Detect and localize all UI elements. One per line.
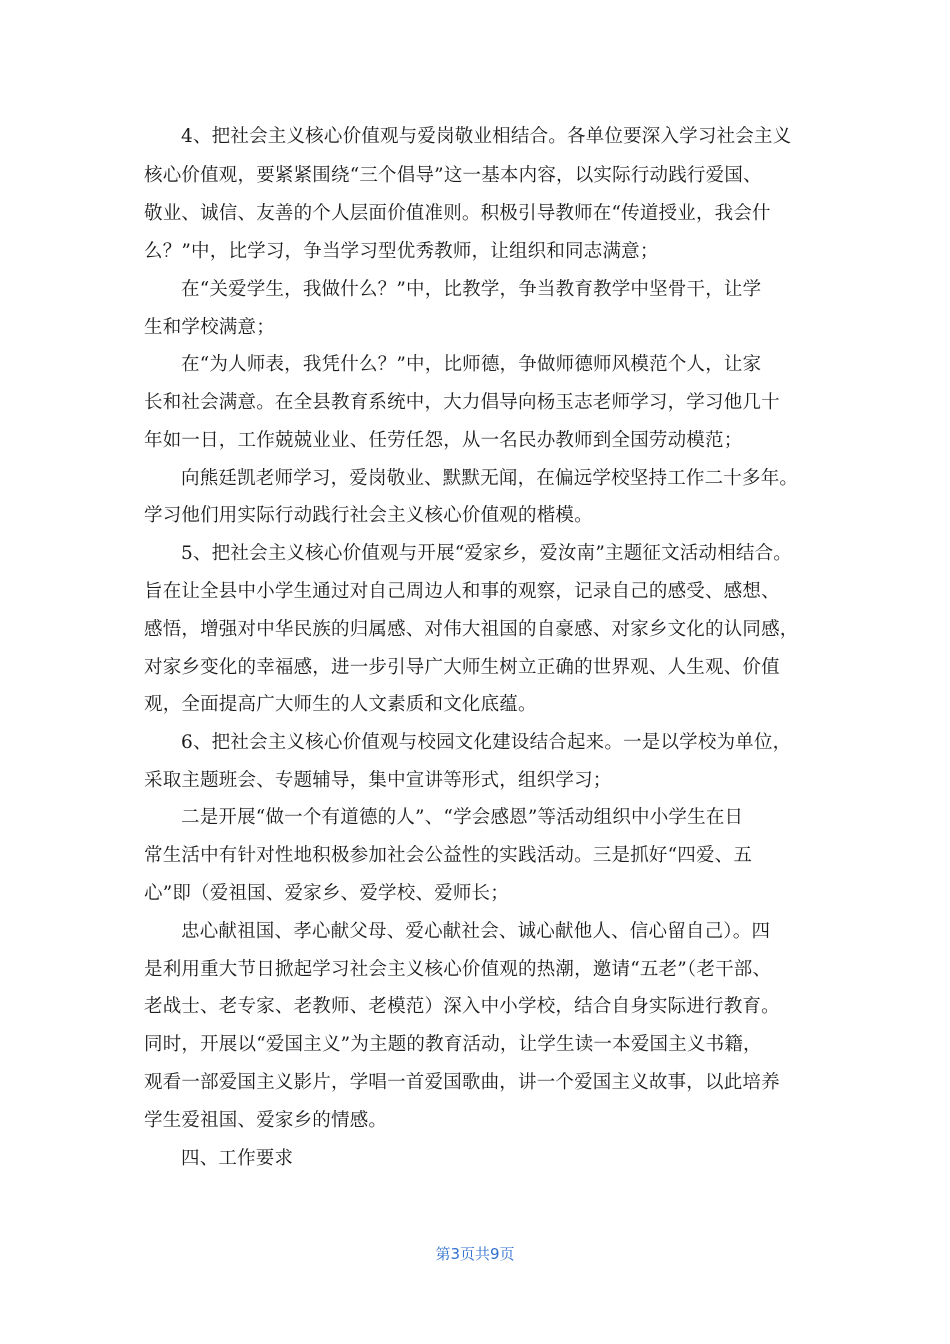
paragraph-line: 观看一部爱国主义影片，学唱一首爱国歌曲，讲一个爱国主义故事，以此培养 xyxy=(144,1072,780,1093)
paragraph-line: 感悟，增强对中华民族的归属感、对伟大祖国的自豪感、对家乡文化的认同感， xyxy=(144,619,799,640)
paragraph-line: 长和社会满意。在全县教育系统中，大力倡导向杨玉志老师学习，学习他几十 xyxy=(144,392,780,413)
paragraph-line: 旨在让全县中小学生通过对自己周边人和事的观察，记录自己的感受、感想、 xyxy=(144,581,780,602)
paragraph-line: 二是开展“做一个有道德的人”、“学会感恩”等活动组织中小学生在日 xyxy=(181,807,744,828)
paragraph-line: 生和学校满意； xyxy=(144,317,275,338)
paragraph-line: 年如一日，工作兢兢业业、任劳任怨，从一名民办教师到全国劳动模范； xyxy=(144,430,743,451)
paragraph-line: 忠心献祖国、孝心献父母、爱心献社会、诚心献他人、信心留自己）。四 xyxy=(181,921,771,942)
paragraph-line: 心”即（爱祖国、爱家乡、爱学校、爱师长； xyxy=(144,883,509,904)
paragraph-line: 观，全面提高广大师生的人文素质和文化底蕴。 xyxy=(144,694,537,715)
paragraph-line: 是利用重大节日掀起学习社会主义核心价值观的热潮，邀请“五老”（老干部、 xyxy=(144,959,772,980)
paragraph-line: 对家乡变化的幸福感，进一步引导广大师生树立正确的世界观、人生观、价值 xyxy=(144,657,780,678)
paragraph-line: 学生爱祖国、爱家乡的情感。 xyxy=(144,1110,388,1131)
paragraph-line: 采取主题班会、专题辅导，集中宣讲等形式，组织学习； xyxy=(144,770,612,791)
paragraph-line: 在“为人师表，我凭什么？”中，比师德，争做师德师风模范个人，让家 xyxy=(181,354,762,375)
paragraph-line: 核心价值观，要紧紧围绕“三个倡导”这一基本内容，以实际行动践行爱国、 xyxy=(144,165,762,186)
paragraph-line: 常生活中有针对性地积极参加社会公益性的实践活动。三是抓好“四爱、五 xyxy=(144,845,753,866)
page-number: 第3页共9页 xyxy=(435,1245,515,1263)
paragraph-line: 向熊廷凯老师学习，爱岗敬业、默默无闻，在偏远学校坚持工作二十多年。 xyxy=(181,468,799,489)
paragraph-line: 6、把社会主义核心价值观与校园文化建设结合起来。一是以学校为单位， xyxy=(181,732,792,753)
paragraph-line: 学习他们用实际行动践行社会主义核心价值观的楷模。 xyxy=(144,505,593,526)
paragraph-line: 4、把社会主义核心价值观与爱岗敬业相结合。各单位要深入学习社会主义 xyxy=(181,126,792,147)
paragraph-line: 5、把社会主义核心价值观与开展“爱家乡，爱汝南”主题征文活动相结合。 xyxy=(181,543,792,564)
paragraph-line: 老战士、老专家、老教师、老模范）深入中小学校，结合自身实际进行教育。 xyxy=(144,996,780,1017)
section-heading: 四、工作要求 xyxy=(181,1148,294,1169)
paragraph-line: 在“关爱学生，我做什么？”中，比教学，争当教育教学中坚骨干，让学 xyxy=(181,279,762,300)
paragraph-line: 么？”中，比学习，争当学习型优秀教师，让组织和同志满意； xyxy=(144,241,659,262)
paragraph-line: 同时，开展以“爱国主义”为主题的教育活动，让学生读一本爱国主义书籍， xyxy=(144,1034,762,1055)
paragraph-line: 敬业、诚信、友善的个人层面价值准则。积极引导教师在“传道授业，我会什 xyxy=(144,203,771,224)
